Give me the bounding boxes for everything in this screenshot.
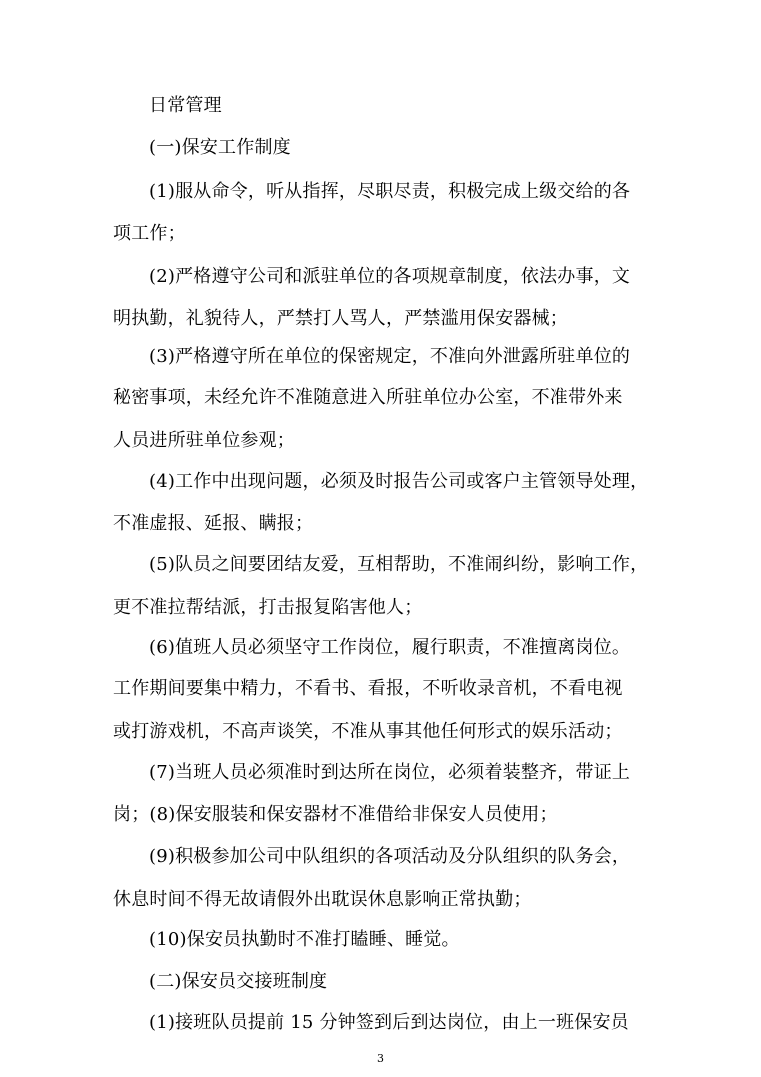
subsection-heading: (一)保安工作制度 (149, 137, 291, 158)
paragraph-line: (3)严格遵守所在单位的保密规定，不准向外泄露所驻单位的 (149, 346, 631, 367)
paragraph-line: 项工作； (113, 223, 186, 244)
paragraph-line: 明执勤，礼貌待人，严禁打人骂人，严禁滥用保安器械； (113, 308, 568, 329)
paragraph-line: 或打游戏机，不高声谈笑，不准从事其他任何形式的娱乐活动； (113, 721, 623, 742)
paragraph-line: (1)服从命令，听从指挥，尽职尽责，积极完成上级交给的各 (149, 181, 631, 202)
paragraph-line: (7)当班人员必须准时到达所在岗位，必须着装整齐，带证上 (149, 762, 631, 783)
paragraph-line: 人员进所驻单位参观； (113, 430, 295, 451)
paragraph-line: (1)接班队员提前 15 分钟签到后到达岗位，由上一班保安员 (149, 1012, 629, 1033)
paragraph-line: (4)工作中出现问题，必须及时报告公司或客户主管领导处理， (149, 471, 649, 492)
paragraph-line: 不准虚报、延报、瞒报； (113, 513, 314, 534)
paragraph-line: 工作期间要集中精力，不看书、看报，不听收录音机，不看电视 (113, 678, 623, 699)
paragraph-line: (6)值班人员必须坚守工作岗位，履行职责，不准擅离岗位。 (149, 637, 631, 658)
paragraph-line: (5)队员之间要团结友爱，互相帮助，不准闹纠纷，影响工作， (149, 554, 649, 575)
paragraph-line: (10)保安员执勤时不准打瞌睡、睡觉。 (149, 929, 460, 950)
paragraph-line: (2)严格遵守公司和派驻单位的各项规章制度，依法办事，文 (149, 266, 631, 287)
paragraph-line: 休息时间不得无故请假外出耽误休息影响正常执勤； (113, 889, 532, 910)
paragraph-line: (9)积极参加公司中队组织的各项活动及分队组织的队务会， (149, 846, 631, 867)
section-heading: 日常管理 (149, 95, 222, 116)
page-number: 3 (377, 1052, 384, 1065)
paragraph-line: 岗；(8)保安服装和保安器材不准借给非保安人员使用； (113, 804, 558, 825)
paragraph-line: 秘密事项，未经允许不准随意进入所驻单位办公室，不准带外来 (113, 387, 623, 408)
subsection-heading: (二)保安员交接班制度 (149, 971, 328, 992)
paragraph-line: 更不准拉帮结派，打击报复陷害他人； (113, 597, 423, 618)
